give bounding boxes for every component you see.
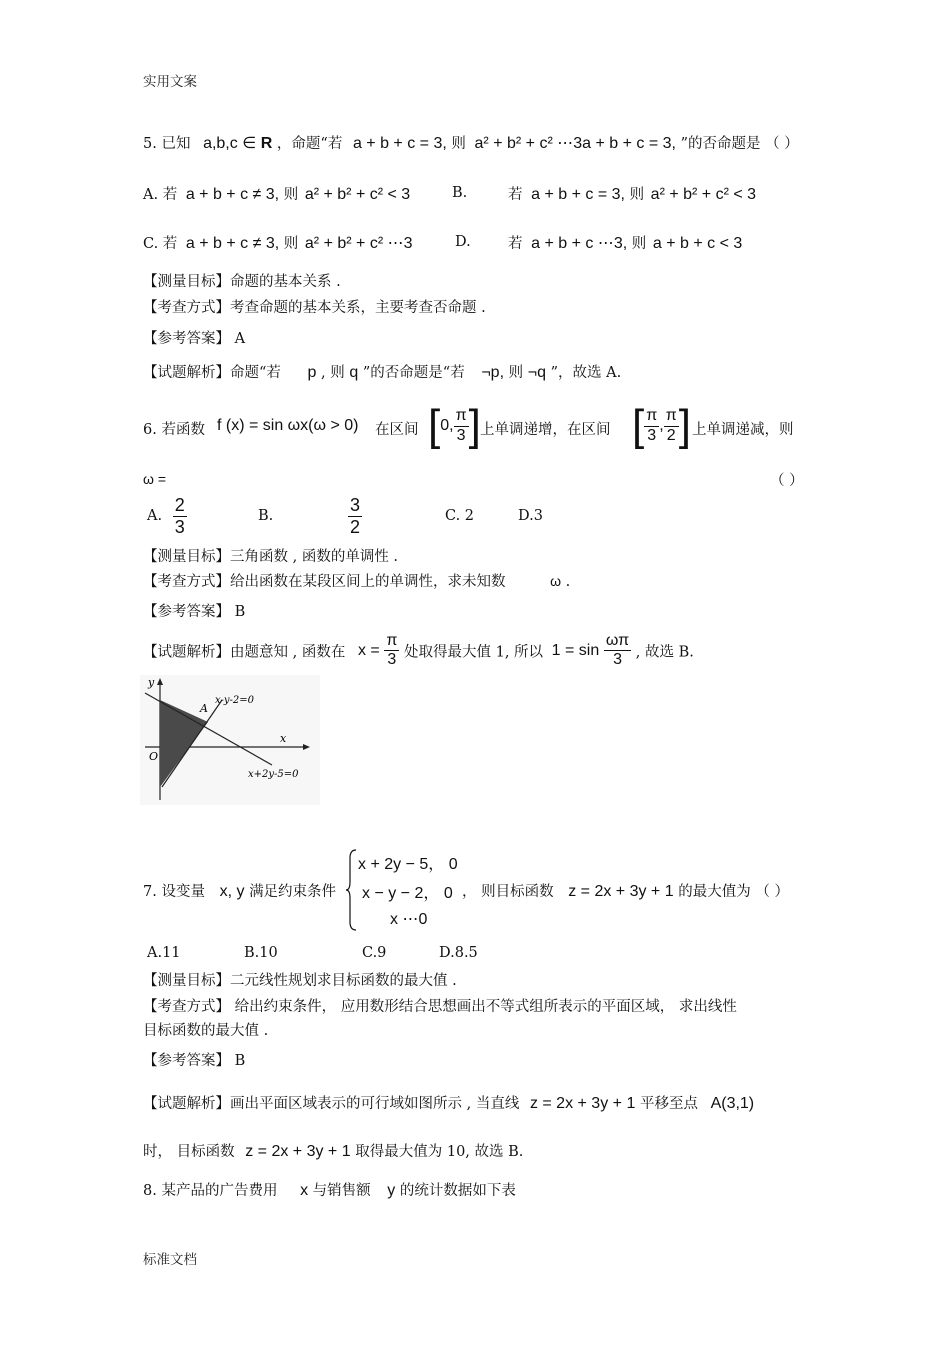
q5-analysis-q: q [349,364,359,381]
q5-option-d-then: 则 [631,236,647,252]
q5-analysis-p: p [307,364,317,381]
q5-stem-math2: a + b + c = 3, [352,135,447,152]
q6-option-a [147,495,187,537]
q5-option-c-math1: a + b + c ≠ 3, [185,235,280,252]
q7-stem-vars: x, y [219,883,245,900]
q6-analysis-post: , 故选 B. [635,644,694,661]
q6-analysis-den: 3 [387,651,397,669]
q7-analysis1-mid: 平移至点 [639,1096,698,1112]
q5-analysis-post: ”，故选 A. [550,365,622,381]
q6-stem-paren: （ ） [770,473,804,489]
q6-interval-2-frac2 [664,407,679,445]
x-axis-label: x [280,732,287,745]
origin-label: O [149,750,159,763]
q5-stem-then: 则 [451,136,466,152]
q6-interval-2-num2: π [664,407,679,426]
q6-option-a-label: A. [147,508,163,525]
q5-stem-math1: a,b,c ∈ [203,135,257,152]
q7-option-d: D.8.5 [439,945,478,961]
q7-goal: 【测量目标】二元线性规划求目标函数的最大值 . [143,973,457,989]
q6-stem-pre: 6. 若函数 [143,422,205,438]
q7-stem-obj: z = 2x + 3y + 1 [568,883,674,900]
page-footer: 标准文档 [143,1252,197,1268]
q5-option-b [508,183,756,204]
q6-option-b-frac [348,495,362,537]
left-bracket-icon: [ [632,401,645,450]
q5-analysis-nq: ¬q [527,364,546,381]
q6-option-b-label: B. [258,508,274,524]
q6-option-b-den: 2 [350,516,361,537]
q5-answer: 【参考答案】 A [143,331,246,347]
q6-stem-omega: ω = [143,471,166,487]
q6-analysis-num2: ωπ [604,632,631,651]
q6-interval-2-den1: 3 [647,426,657,444]
q5-method: 【考查方式】考查命题的基本关系，主要考查否命题 . [143,300,486,316]
q7-option-a: A.11 [147,945,181,961]
q6-method-pre: 【考查方式】给出函数在某段区间上的单调性，求未知数 [143,574,506,590]
q7-stem-obj-pre: 则目标函数 [481,884,554,900]
q6-interval-2-num1: π [644,407,659,426]
q5-analysis-then2: 则 [508,365,524,381]
q5-option-d-math1: a + b + c ⋯3, [531,235,628,252]
q5-option-d-if: 若 [508,236,523,252]
q5-stem-r: R [260,135,273,152]
q5-option-c-label: C. 若 [143,236,178,252]
q5-option-b-if: 若 [508,187,523,203]
q5-option-b-label: B. [452,185,468,201]
q6-stem-post: 上单调递减，则 [692,422,794,438]
q6-interval-2-den2: 2 [666,426,676,444]
q6-interval-2-comma: , [659,417,664,434]
q7-stem-pre [143,880,336,901]
q7-analysis1-pt: A(3,1) [710,1095,755,1112]
q5-analysis-pre: 【试题解析】命题“若 [143,365,281,381]
q5-option-a-math2: a² + b² + c² < 3 [304,186,411,203]
q5-option-d [508,232,742,253]
q6-analysis-eq: 1 = sin [551,641,600,659]
q6-interval-1-den: 3 [456,426,466,444]
q6-stem-mid1: 在区间 [375,422,419,438]
q5-option-c [143,232,413,253]
q5-stem [143,132,799,153]
q8-stem-mid: 与销售额 [312,1183,371,1199]
q8-stem-y: y [387,1182,396,1199]
feasible-region-figure [140,675,320,805]
q6-option-d: D.3 [518,508,543,524]
q5-analysis [143,361,621,382]
q6-option-b [348,495,362,537]
q6-analysis-frac2 [604,632,631,670]
q6-interval-2-frac1 [644,407,659,445]
q6-analysis-frac [384,632,399,670]
q7-analysis-line1 [143,1092,754,1113]
right-bracket-icon: ] [678,401,692,450]
q5-option-b-math2: a² + b² + c² < 3 [650,186,757,203]
q7-option-c: C.9 [362,945,387,961]
q7-analysis1-eq: z = 2x + 3y + 1 [529,1095,636,1112]
q5-analysis-mid: ”的否命题是“若 [362,365,465,381]
q6-option-a-num: 2 [174,495,185,515]
q7-analysis1-pre: 【试题解析】画出平面区域表示的可行域如图所示 , 当直线 [143,1096,520,1112]
q6-interval-2 [632,401,692,450]
q8-stem-pre: 8. 某产品的广告费用 [143,1183,278,1199]
line1-label: x-y-2=0 [215,695,254,706]
q5-option-d-label: D. [455,234,471,250]
q7-constraint-system [346,846,476,934]
q6-stem-mid2: 上单调递增，在区间 [480,422,611,438]
left-bracket-icon: [ [428,401,441,450]
q6-method [143,570,570,591]
q5-option-c-then: 则 [283,236,299,252]
q7-method-line1: 【考查方式】 给出约束条件， 应用数形结合思想画出不等式组所表示的平面区域， 求出线性 [143,999,737,1015]
q6-answer: 【参考答案】 B [143,604,246,620]
q7-constraint-3: x ⋯0 [390,911,428,928]
q8-stem-post: 的统计数据如下表 [399,1183,516,1199]
q7-analysis2-eq: z = 2x + 3y + 1 [245,1143,351,1160]
y-axis-label: y [148,676,155,689]
q6-analysis-mid: 处取得最大值 1, 所以 [404,644,544,661]
q6-interval-1 [428,401,481,450]
q5-stem-math3: a² + b² + c² ⋯3a + b + c = 3, [474,135,676,152]
q6-option-a-frac [173,495,187,537]
q7-method-line2: 目标函数的最大值 . [143,1023,269,1039]
q7-stem-post: 的最大值为 （ ） [678,884,789,900]
q5-option-b-math1: a + b + c = 3, [531,186,625,203]
q5-option-d-math2: a + b + c < 3 [652,235,743,252]
q6-method-post: . [565,574,571,590]
q5-analysis-then: , 则 [321,365,345,381]
q6-analysis-x: x = [357,641,380,659]
q5-option-a-then: 则 [283,187,299,203]
q7-stem-rest [462,880,789,901]
q7-answer: 【参考答案】 B [143,1053,246,1069]
q7-constraint-2: x − y − 2， 0 [362,885,453,902]
q6-option-b-num: 3 [350,495,361,515]
q5-goal: 【测量目标】命题的基本关系 . [143,274,341,290]
q5-stem-mid: ，命题“若 [276,136,343,152]
page-header: 实用文案 [143,74,197,90]
q7-stem-pre-text: 7. 设变量 [143,884,205,900]
q6-interval-1-num: π [454,407,469,426]
q6-option-a-den: 3 [174,516,185,537]
q6-analysis-num: π [384,632,399,651]
left-brace-icon [346,848,358,932]
q6-analysis-den2: 3 [613,651,622,669]
q6-goal: 【测量目标】三角函数 , 函数的单调性 . [143,549,399,565]
q6-interval-1-left: 0, [440,417,454,434]
q7-option-b: B.10 [244,945,278,961]
right-bracket-icon: ] [468,401,481,450]
q6-analysis [143,632,694,670]
q8-stem-x: x [300,1182,309,1199]
q5-option-a-math1: a + b + c ≠ 3, [185,186,280,203]
q5-option-c-math2: a² + b² + c² ⋯3 [304,235,413,252]
q6-analysis-pre: 【试题解析】由题意知 , 函数在 [143,644,346,661]
q6-option-c: C. 2 [445,508,475,524]
q5-stem-pre: 5. 已知 [143,136,191,152]
q6-stem-func: f (x) = sin ωx(ω > 0) [217,417,359,434]
q7-constraint-1: x + 2y − 5， 0 [358,856,458,873]
q5-analysis-np: ¬p, [481,364,505,381]
q7-stem-comma: ， [462,884,477,900]
q5-option-a [143,183,410,204]
q7-analysis2-pre: 时， 目标函数 [143,1144,235,1160]
q6-interval-1-frac [454,407,469,445]
q6-method-omega: ω [550,573,562,589]
line2-label: x+2y-5=0 [248,769,299,780]
q8-stem [143,1179,516,1200]
q5-stem-post: ”的否命题是 （ ） [680,136,799,152]
q7-stem-mid: 满足约束条件 [249,884,337,900]
q7-analysis2-post: 取得最大值为 10, 故选 B. [355,1144,524,1160]
q5-option-a-label: A. 若 [143,187,178,203]
point-a-label: A [200,702,208,715]
q5-option-b-then: 则 [629,187,645,203]
q7-analysis-line2 [143,1140,523,1161]
